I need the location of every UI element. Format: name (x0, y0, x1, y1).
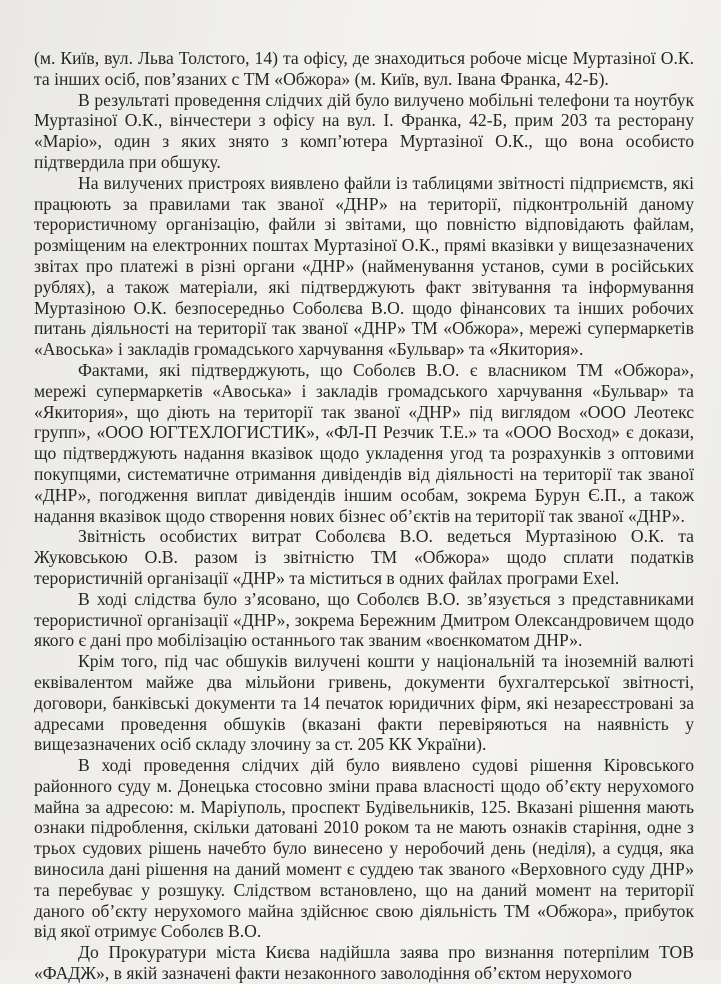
paragraph-seized-funds: Крім того, під час обшуків вилучені кошти у національній та іноземній валюті еквівалентом майже два мільйони гривень, документи бухгалтерської звітності, договори, банківські документи та 14 печаток юридичних фірм, які незареєстровані за адресами проведення обшуків (вказані факти перевіряються на наявність у вищезазначених осіб складу злочину за ст. 205 КК України). (34, 651, 694, 755)
paragraph-search-locations: (м. Київ, вул. Льва Толстого, 14) та офісу, де знаходиться робоче місце Муртазіної О.К. та інших осіб, пов’язаних с ТМ «Обжора» (м. Київ, вул. Івана Франка, 42-Б). (34, 48, 694, 89)
paragraph-court-decisions: В ході проведення слідчих дій було виявлено судові рішення Кіровського районного суду м. Донецька стосовно зміни права власності щодо об’єкту нерухомого майна за адресою: м. Маріуполь, проспект Будівельників, 125. Вказані рішення мають ознаки підроблення, скільки датовані 2010 роком та не мають ознаків старіння, одне з трьох судових рішень начебто було винесено у неробочий день (неділя), а судця, яка виносила дані рішення на даний момент є суддею так званого «Верховного суду ДНР» та перебуває у розшуку. Слідством встановлено, що на даний момент на території даного об’єкту нерухомого майна здійснює свою діяльність ТМ «Обжора», прибуток від якої отримує Соболєв В.О. (34, 755, 694, 942)
paragraph-expense-reports: Звітність особистих витрат Соболєва В.О. ведеться Муртазіною О.К. та Жуковською О.В. разом із звітністю ТМ «Обжора» щодо сплати податків терористичній організації «ДНР» та міститься в одних файлах програми Exel. (34, 526, 694, 588)
paragraph-files-found: На вилучених пристроях виявлено файли із таблицями звітності підприємств, які працюють за правилами так званої «ДНР» на території, підконтрольній даному терористичному організацію, файли зі звітами, що повністю відповідають файлам, розміщеним на електронних поштах Муртазіної О.К., прямі вказівки у вищезазначених звітах про платежі в різні органи «ДНР» (найменування установ, суми в російських рублях), а також матеріали, які підтверджують факт звітування та інформування Муртазіною О.К. безпосередньо Соболєва В.О. щодо фінансових та інших робочих питань діяльності на території так званої «ДНР» ТМ «Обжора», мережі супермаркетів «Авоська» і закладів громадського харчування «Бульвар» та «Якитория». (34, 172, 694, 360)
paragraph-contacts: В ході слідства було з’ясовано, що Соболєв В.О. зв’язується з представниками терористичної організації «ДНР», зокрема Бережним Дмитром Олександровичем щодо якого є дані про мобілізацію останнього так званим «воєнкоматом ДНР». (34, 588, 694, 651)
paragraph-ownership-facts: Фактами, які підтверджують, що Соболєв В.О. є власником ТМ «Обжора», мережі супермаркетів «Авоська» і закладів громадського харчування «Бульвар» та «Якитория», що діють на території так званої «ДНР» під виглядом «ООО Леотекс групп», «ООО ЮГТЕХЛОГИСТИК», «ФЛ-П Резчик Т.Е.» та «ООО Восход» є докази, що підтверджують надання вказівок щодо укладення угод та розрахунків з оптовими покупцями, систематичне отримання дивідендів від діяльності на території так званої «ДНР», погодження виплат дивідендів іншим особам, зокрема Бурун Є.П., а також надання вказівок щодо створення нових бізнес об’єктів на території так званої «ДНР». (34, 359, 694, 526)
paragraph-victim-statement: До Прокуратури міста Києва надійшла заява про визнання потерпілим ТОВ «ФАДЖ», в якій зазначені факти незаконного заволодіння об’єктом нерухомого (34, 942, 694, 984)
document-body (34, 48, 694, 984)
paragraph-seized-devices: В результаті проведення слідчих дій було вилучено мобільні телефони та ноутбук Муртазіної О.К., вінчестери з офісу на вул. І. Франка, 42-Б, прим 203 та ресторану «Маріо», один з яких знято з комп’ютера Муртазіної О.К., що вона особисто підтвердила при обшуку. (34, 89, 694, 172)
